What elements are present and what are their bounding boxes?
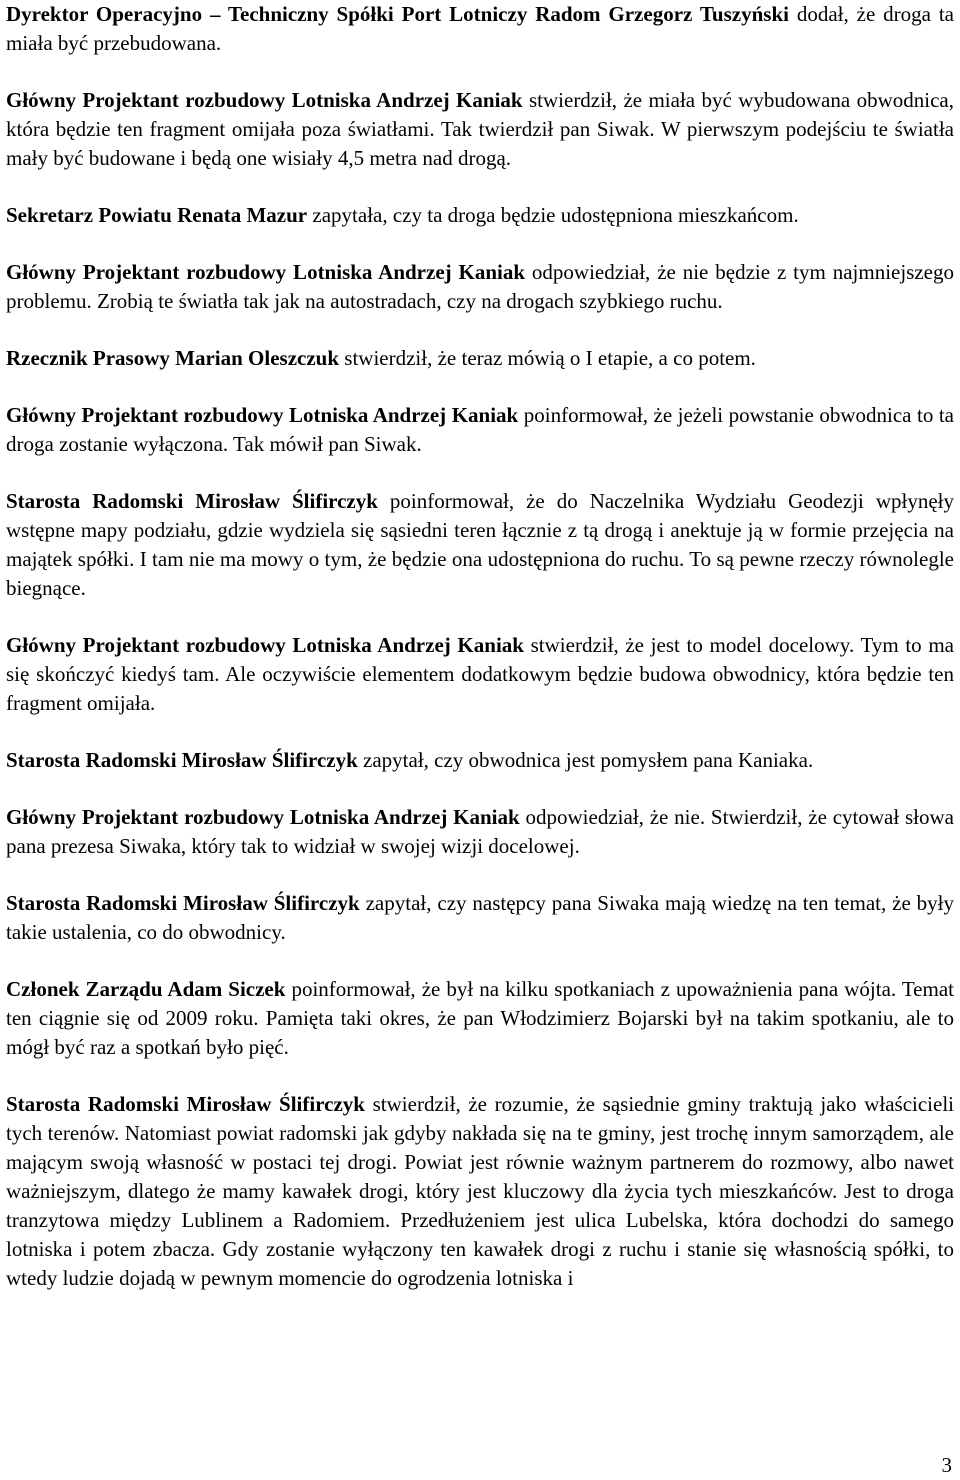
paragraph-11 (6, 889, 954, 947)
paragraph-text: stwierdził, że rozumie, że sąsiednie gminy traktują jako właścicieli tych terenów. Natomiast powiat radomski jak gdyby nakłada się na te gminy, jest trochę innym samorządem, ale mającym swoją własność w postaci tej drogi. Powiat jest równie ważnym partnerem do rozmowy, albo nawet ważniejszym, dlatego że mamy kawałek drogi, który jest kluczowy dla życia tych mieszkańców. Jest to droga tranzytowa między Lublinem a Radomiem. Przedłużeniem jest ulica Lubelska, która dochodzi do samego lotniska i potem zbacza. Gdy zostanie wyłączony ten kawałek drogi z ruchu i stanie się własnością spółki, to wtedy ludzie dojadą w pewnym momencie do ogrodzenia lotniska i (6, 1092, 954, 1290)
document-body (6, 0, 954, 1321)
paragraph-text: zapytała, czy ta droga będzie udostępniona mieszkańcom. (307, 203, 799, 227)
paragraph-9 (6, 746, 954, 775)
paragraph-text: stwierdził, że jest to model docelowy. Tym to ma się skończyć kiedyś tam. Ale oczywiście elementem dodatkowym będzie budowa obwodnicy, która będzie ten fragment omijała. (6, 633, 954, 715)
paragraph-text: zapytał, czy następcy pana Siwaka mają wiedzę na ten temat, że były takie ustalenia, co do obwodnicy. (6, 891, 955, 944)
speaker-name: Główny Projektant rozbudowy Lotniska Andrzej Kaniak (6, 88, 523, 112)
paragraph-text: odpowiedział, że nie będzie z tym najmniejszego problemu. Zrobią te światła tak jak na autostradach, czy na drogach szybkiego ruchu. (6, 260, 954, 313)
paragraph-text: poinformował, że był na kilku spotkaniach z upoważnienia pana wójta. Temat ten ciągnie się od 2009 roku. Pamięta taki okres, że pan Włodzimierz Bojarski był na takim spotkaniu, ale to mógł być raz a spotkań było pięć. (6, 977, 954, 1059)
paragraph-4 (6, 258, 954, 316)
speaker-name: Starosta Radomski Mirosław Ślifirczyk (6, 748, 358, 772)
speaker-name: Rzecznik Prasowy Marian Oleszczuk (6, 346, 340, 370)
speaker-name: Członek Zarządu Adam Siczek (6, 977, 286, 1001)
paragraph-3 (6, 201, 954, 230)
paragraph-2 (6, 86, 954, 173)
paragraph-12 (6, 975, 954, 1062)
paragraph-5 (6, 344, 954, 373)
paragraph-text: stwierdził, że teraz mówią o I etapie, a co potem. (339, 346, 756, 370)
paragraph-text: poinformował, że jeżeli powstanie obwodnica to ta droga zostanie wyłączona. Tak mówił pan Siwak. (6, 403, 954, 456)
paragraph-10 (6, 803, 954, 861)
paragraph-6 (6, 401, 954, 459)
speaker-name: Główny Projektant rozbudowy Lotniska Andrzej Kaniak (6, 633, 524, 657)
paragraph-text: zapytał, czy obwodnica jest pomysłem pana Kaniaka. (357, 748, 814, 772)
speaker-name: Główny Projektant rozbudowy Lotniska Andrzej Kaniak (6, 260, 526, 284)
speaker-name: Sekretarz Powiatu Renata Mazur (6, 203, 308, 227)
speaker-name: Starosta Radomski Mirosław Ślifirczyk (6, 1092, 365, 1116)
paragraph-13 (6, 1090, 954, 1293)
speaker-name: Starosta Radomski Mirosław Ślifirczyk (6, 891, 360, 915)
paragraph-text: stwierdził, że miała być wybudowana obwodnica, która będzie ten fragment omijała poza światłami. Tak twierdził pan Siwak. W pierwszym podejściu te światła mały być budowane i będą one wisiały 4,5 metra nad drogą. (6, 88, 954, 170)
paragraph-text: poinformował, że do Naczelnika Wydziału Geodezji wpłynęły wstępne mapy podziału, gdzie wydziela się sąsiedni teren łącznie z tą drogą i anektuje ją w formie przejęcia na majątek spółki. I tam nie ma mowy o tym, że będzie ona udostępniona do ruchu. To są pewne rzeczy równolegle biegnące. (6, 489, 955, 600)
page-number: 3 (941, 1453, 952, 1477)
paragraph-text: odpowiedział, że nie. Stwierdził, że cytował słowa pana prezesa Siwaka, który tak to widział w swojej wizji docelowej. (6, 805, 955, 858)
paragraph-7 (6, 487, 954, 603)
speaker-name: Dyrektor Operacyjno – Techniczny Spółki Port Lotniczy Radom Grzegorz Tuszyński (6, 2, 789, 26)
speaker-name: Główny Projektant rozbudowy Lotniska Andrzej Kaniak (6, 805, 520, 829)
speaker-name: Główny Projektant rozbudowy Lotniska Andrzej Kaniak (6, 403, 519, 427)
paragraph-8 (6, 631, 954, 718)
speaker-name: Starosta Radomski Mirosław Ślifirczyk (6, 489, 378, 513)
paragraph-text: dodał, że droga ta miała być przebudowana. (6, 2, 954, 55)
paragraph-1 (6, 0, 954, 58)
